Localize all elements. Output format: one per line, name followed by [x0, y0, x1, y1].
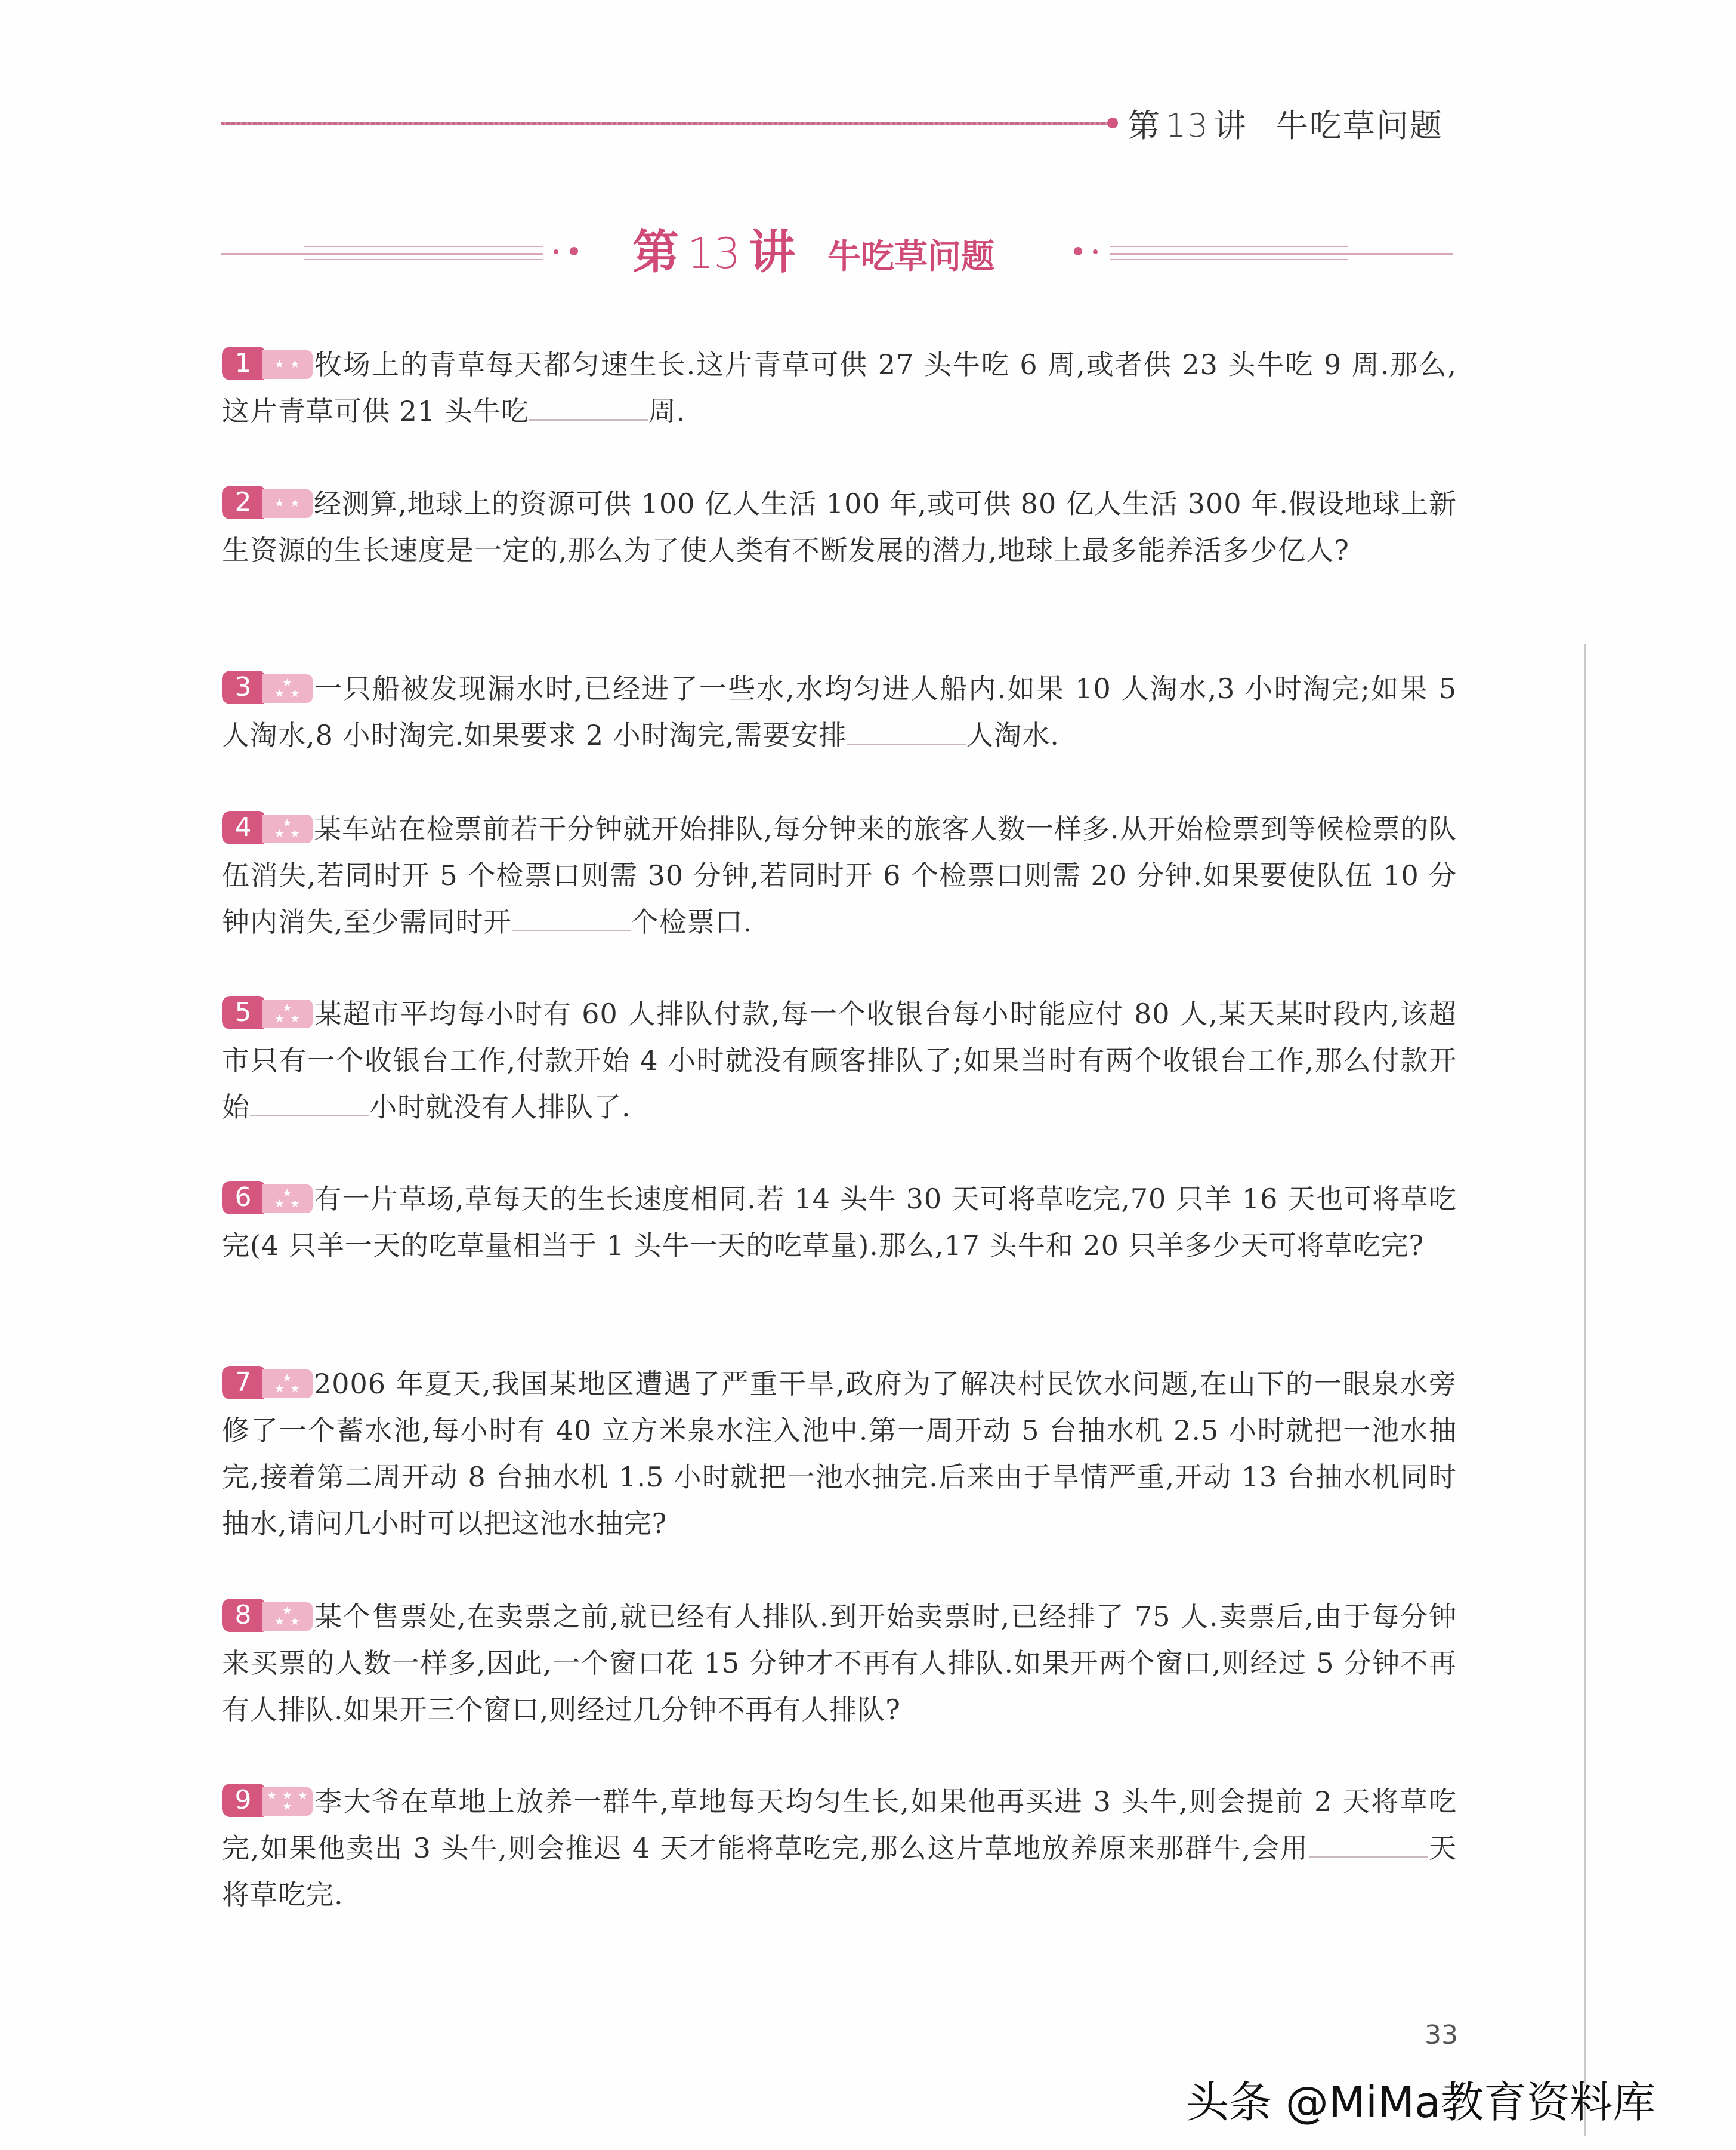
question-text: 某个售票处,在卖票之前,就已经有人排队.到开始卖票时,已经排了 75 人.卖票后,由于每分钟来买票的人数一样多,因此,一个窗口花 15 分钟才不再有人排队.如果开两个窗口,则经过 5 分钟不再有人排队.如果开三个窗口,则经过几分钟不再有人排队?: [222, 1600, 1457, 1726]
chapter-title-row: [221, 215, 1453, 280]
header-dot: [1107, 118, 1118, 128]
difficulty-stars-icon: ★ ★ ★: [262, 1184, 313, 1213]
question-number: 2: [222, 486, 265, 519]
question-badge: [222, 811, 311, 844]
title-rule-left-inner2: [304, 259, 543, 260]
title-prefix: 第: [632, 226, 679, 279]
question-badge: [222, 347, 311, 380]
question-5: [222, 991, 1457, 1130]
question-3: [222, 665, 1457, 758]
title-suffix: 讲: [749, 226, 796, 279]
question-6: [222, 1176, 1457, 1269]
question-number: 3: [222, 671, 265, 704]
question-badge: [222, 1784, 311, 1817]
answer-blank[interactable]: [250, 1091, 369, 1116]
header-prefix: 第: [1128, 107, 1161, 144]
question-text: 某超市平均每小时有 60 人排队付款,每一个收银台每小时能应付 80 人,某天某时段内,该超市只有一个收银台工作,付款开始 4 小时就没有顾客排队了;如果当时有两个收银台工作,那么付款开始: [222, 998, 1457, 1123]
answer-blank[interactable]: [529, 396, 648, 421]
chapter-title: [632, 215, 994, 282]
title-rule-left: [221, 253, 543, 255]
question-text: 经测算,地球上的资源可供 100 亿人生活 100 年,或可供 80 亿人生活 300 年.假设地球上新生资源的生长速度是一定的,那么为了使人类有不断发展的潜力,地球上最多能养活多少亿人?: [222, 488, 1457, 566]
title-dot-left: [570, 247, 578, 255]
question-number: 6: [222, 1181, 265, 1214]
question-badge: [222, 486, 311, 519]
question-number: 4: [222, 811, 265, 844]
question-number: 8: [222, 1599, 265, 1632]
question-badge: [222, 996, 311, 1029]
header-number: 13: [1166, 107, 1209, 144]
title-rule-right-inner2: [1110, 259, 1348, 260]
question-text: 李大爷在草地上放养一群牛,草地每天均匀生长,如果他再买进 3 头牛,则会提前 2 天将草吃完,如果他卖出 3 头牛,则会推迟 4 天才能将草吃完,那么这片草地放养原来那群牛,会用: [222, 1785, 1457, 1864]
watermark: 头条 @MiMa教育资料库: [1186, 2077, 1656, 2127]
question-number: 1: [222, 347, 265, 380]
answer-blank[interactable]: [847, 720, 966, 745]
title-dot-right: [1074, 247, 1082, 255]
title-rule-right-inner: [1110, 246, 1348, 247]
question-text-after: 小时就没有人排队了.: [369, 1091, 631, 1123]
header-suffix: 讲: [1213, 107, 1247, 144]
difficulty-stars-icon: ★ ★ ★: [262, 1369, 313, 1398]
question-text-after: 个检票口.: [631, 906, 753, 938]
difficulty-stars-icon: ★ ★ ★: [262, 1602, 313, 1631]
question-8: [222, 1593, 1457, 1733]
difficulty-stars-icon: ★ ★ ★: [262, 815, 313, 843]
question-text-after: 天将草吃完.: [222, 1832, 1457, 1911]
title-number: 13: [687, 229, 741, 278]
header-rule: [221, 122, 1116, 125]
running-header: [1128, 100, 1443, 146]
question-2: [222, 480, 1457, 573]
question-badge: [222, 1181, 311, 1214]
question-text: 一只船被发现漏水时,已经进了一些水,水均匀进人船内.如果 10 人淘水,3 小时淘完;如果 5 人淘水,8 小时淘完.如果要求 2 小时淘完,需要安排: [222, 673, 1457, 751]
difficulty-stars-icon: ★ ★ ★: [262, 674, 313, 703]
answer-blank[interactable]: [512, 906, 631, 931]
question-text: 有一片草场,草每天的生长速度相同.若 14 头牛 30 天可将草吃完,70 只羊 16 天也可将草吃完(4 只羊一天的吃草量相当于 1 头牛一天的吃草量).那么,17 头牛和 20 只羊多少天可将草吃完?: [222, 1183, 1457, 1261]
question-number: 9: [222, 1784, 265, 1817]
difficulty-stars-icon: ★ ★: [262, 350, 313, 379]
question-number: 5: [222, 996, 265, 1029]
question-number: 7: [222, 1366, 265, 1399]
question-text: 2006 年夏天,我国某地区遭遇了严重干旱,政府为了解决村民饮水问题,在山下的一眼泉水旁修了一个蓄水池,每小时有 40 立方米泉水注入池中.第一周开动 5 台抽水机 2.5 小时就把一池水抽完,接着第二周开动 8 台抽水机 1.5 小时就把一池水抽完.后来由于旱情严重,开动 13 台抽水机同时抽水,请问几小时可以把这池水抽完?: [222, 1368, 1457, 1540]
page-number: 33: [1425, 2020, 1458, 2050]
question-1: [222, 341, 1457, 434]
question-7: [222, 1361, 1457, 1547]
title-dot-small-left: [554, 249, 558, 254]
header-topic: 牛吃草问题: [1275, 107, 1443, 144]
question-9: [222, 1778, 1457, 1918]
difficulty-stars-icon: ★ ★: [262, 489, 313, 518]
title-dot-small-right: [1093, 249, 1098, 254]
difficulty-stars-icon: ★ ★ ★ ★: [262, 1787, 313, 1816]
question-text: 某车站在检票前若干分钟就开始排队,每分钟来的旅客人数一样多.从开始检票到等候检票的队伍消失,若同时开 5 个检票口则需 30 分钟,若同时开 6 个检票口则需 20 分钟.如果要使队伍 10 分钟内消失,至少需同时开: [222, 813, 1457, 938]
title-topic: 牛吃草问题: [827, 237, 995, 276]
answer-blank[interactable]: [1309, 1833, 1428, 1858]
question-4: [222, 806, 1457, 945]
question-badge: [222, 1366, 311, 1399]
question-text-after: 周.: [648, 395, 686, 427]
page-edge-rule: [1584, 644, 1586, 2136]
difficulty-stars-icon: ★ ★ ★: [262, 1000, 313, 1028]
question-badge: [222, 671, 311, 704]
title-rule-right: [1110, 253, 1453, 255]
title-rule-left-inner: [304, 246, 543, 247]
question-text: 牧场上的青草每天都匀速生长.这片青草可供 27 头牛吃 6 周,或者供 23 头牛吃 9 周.那么,这片青草可供 21 头牛吃: [222, 348, 1457, 427]
question-text-after: 人淘水.: [966, 719, 1059, 751]
question-badge: [222, 1599, 311, 1632]
